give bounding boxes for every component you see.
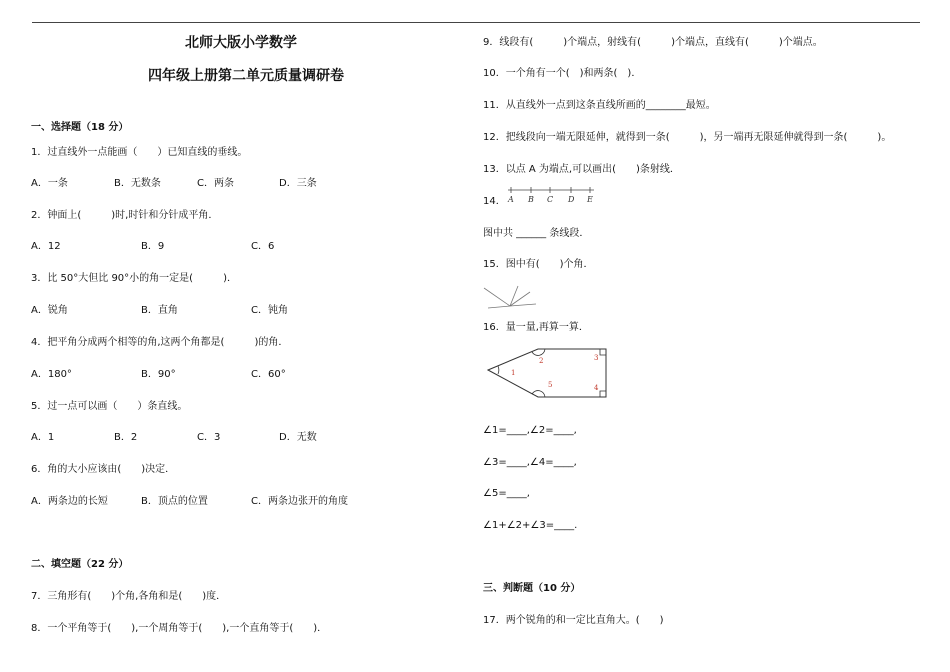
question-13: 13．以点 A 为端点,可以画出( )条射线．: [483, 164, 680, 175]
point-label: A: [508, 195, 514, 204]
question-16-answer-4: ∠1+∠2+∠3=____.: [483, 520, 578, 531]
question-8: 8．一个平角等于( ),一个周角等于( ),一个直角等于( )．: [31, 623, 328, 634]
section-true-false: 三、判断题（10 分）: [483, 583, 581, 594]
option[interactable]: B．直角: [141, 305, 178, 316]
rays-figure: [480, 282, 540, 312]
angle-arc-2: [532, 349, 545, 355]
page-subtitle: 四年级上册第二单元质量调研卷: [148, 68, 344, 84]
segment-figure: [505, 184, 600, 208]
question-17: 17．两个锐角的和一定比直角大。( ): [483, 615, 664, 626]
point-label: D: [568, 195, 575, 204]
question-14: 14．: [483, 196, 506, 207]
question-16-answer-3: ∠5=____,: [483, 488, 530, 499]
point-label: C: [547, 195, 554, 204]
question-6: 6．角的大小应该由( )决定．: [31, 464, 176, 475]
point-label: B: [528, 195, 534, 204]
angle-arc-1: [498, 366, 499, 374]
question-4: 4．把平角分成两个相等的角,这两个角都是( )的角．: [31, 337, 289, 348]
question-16-answer-1: ∠1=____,∠2=____,: [483, 425, 577, 436]
option[interactable]: D．三条: [279, 178, 317, 189]
question-16: 16．量一量,再算一算．: [483, 322, 589, 333]
option[interactable]: C．6: [251, 241, 275, 252]
option[interactable]: C．3: [197, 432, 221, 443]
question-1: 1．过直线外一点能画（ ）已知直线的垂线。: [31, 147, 248, 158]
option[interactable]: A．两条边的长短: [31, 496, 108, 507]
option[interactable]: B．90°: [141, 369, 176, 380]
angle-label: 3: [594, 354, 599, 362]
question-7: 7．三角形有( )个角,各角和是( )度．: [31, 591, 227, 602]
pentagon-outline: [488, 349, 606, 397]
option[interactable]: A．一条: [31, 178, 68, 189]
question-9: 9．线段有( )个端点，射线有( )个端点，直线有( )个端点。: [483, 37, 823, 48]
page-title: 北师大版小学数学: [185, 35, 297, 51]
ray: [510, 304, 536, 306]
angle-arc-5: [532, 391, 545, 397]
question-12: 12．把线段向一端无限延伸，就得到一条( )，另一端再无限延伸就得到一条( )。: [483, 132, 892, 143]
right-angle-3: [600, 349, 606, 355]
question-16-answer-2: ∠3=____,∠4=____,: [483, 457, 577, 468]
angle-label: 5: [548, 381, 553, 389]
question-15: 15．图中有( )个角．: [483, 259, 594, 270]
angle-label: 4: [594, 384, 599, 392]
option[interactable]: B．2: [114, 432, 138, 443]
question-2: 2．钟面上( )时,时针和分针成平角．: [31, 210, 219, 221]
ray: [484, 288, 510, 306]
right-angle-4: [600, 391, 606, 397]
point-label: E: [587, 195, 593, 204]
option[interactable]: A．180°: [31, 369, 72, 380]
section-choice: 一、选择题（18 分）: [31, 122, 129, 133]
pentagon-figure: [483, 343, 613, 403]
option[interactable]: B．无数条: [114, 178, 161, 189]
option[interactable]: A．12: [31, 241, 61, 252]
option[interactable]: C．钝角: [251, 305, 288, 316]
ray: [488, 306, 510, 308]
option[interactable]: B．顶点的位置: [141, 496, 208, 507]
question-11: 11．从直线外一点到这条直线所画的________最短。: [483, 100, 716, 111]
option[interactable]: D．无数: [279, 432, 317, 443]
question-3: 3．比 50°大但比 90°小的角一定是( )．: [31, 273, 237, 284]
option[interactable]: A．1: [31, 432, 55, 443]
option[interactable]: C．两条边张开的角度: [251, 496, 348, 507]
section-fill-blank: 二、填空题（22 分）: [31, 559, 129, 570]
angle-label: 1: [511, 369, 516, 377]
question-5: 5．过一点可以画（ ）条直线。: [31, 401, 188, 412]
question-10: 10．一个角有一个( )和两条( )．: [483, 68, 642, 79]
option[interactable]: B．9: [141, 241, 165, 252]
option[interactable]: C．60°: [251, 369, 286, 380]
option[interactable]: C．两条: [197, 178, 234, 189]
angle-label: 2: [539, 357, 544, 365]
option[interactable]: A．锐角: [31, 305, 68, 316]
top-rule: [32, 22, 920, 23]
question-14-count: 图中共 ______ 条线段．: [483, 228, 590, 239]
